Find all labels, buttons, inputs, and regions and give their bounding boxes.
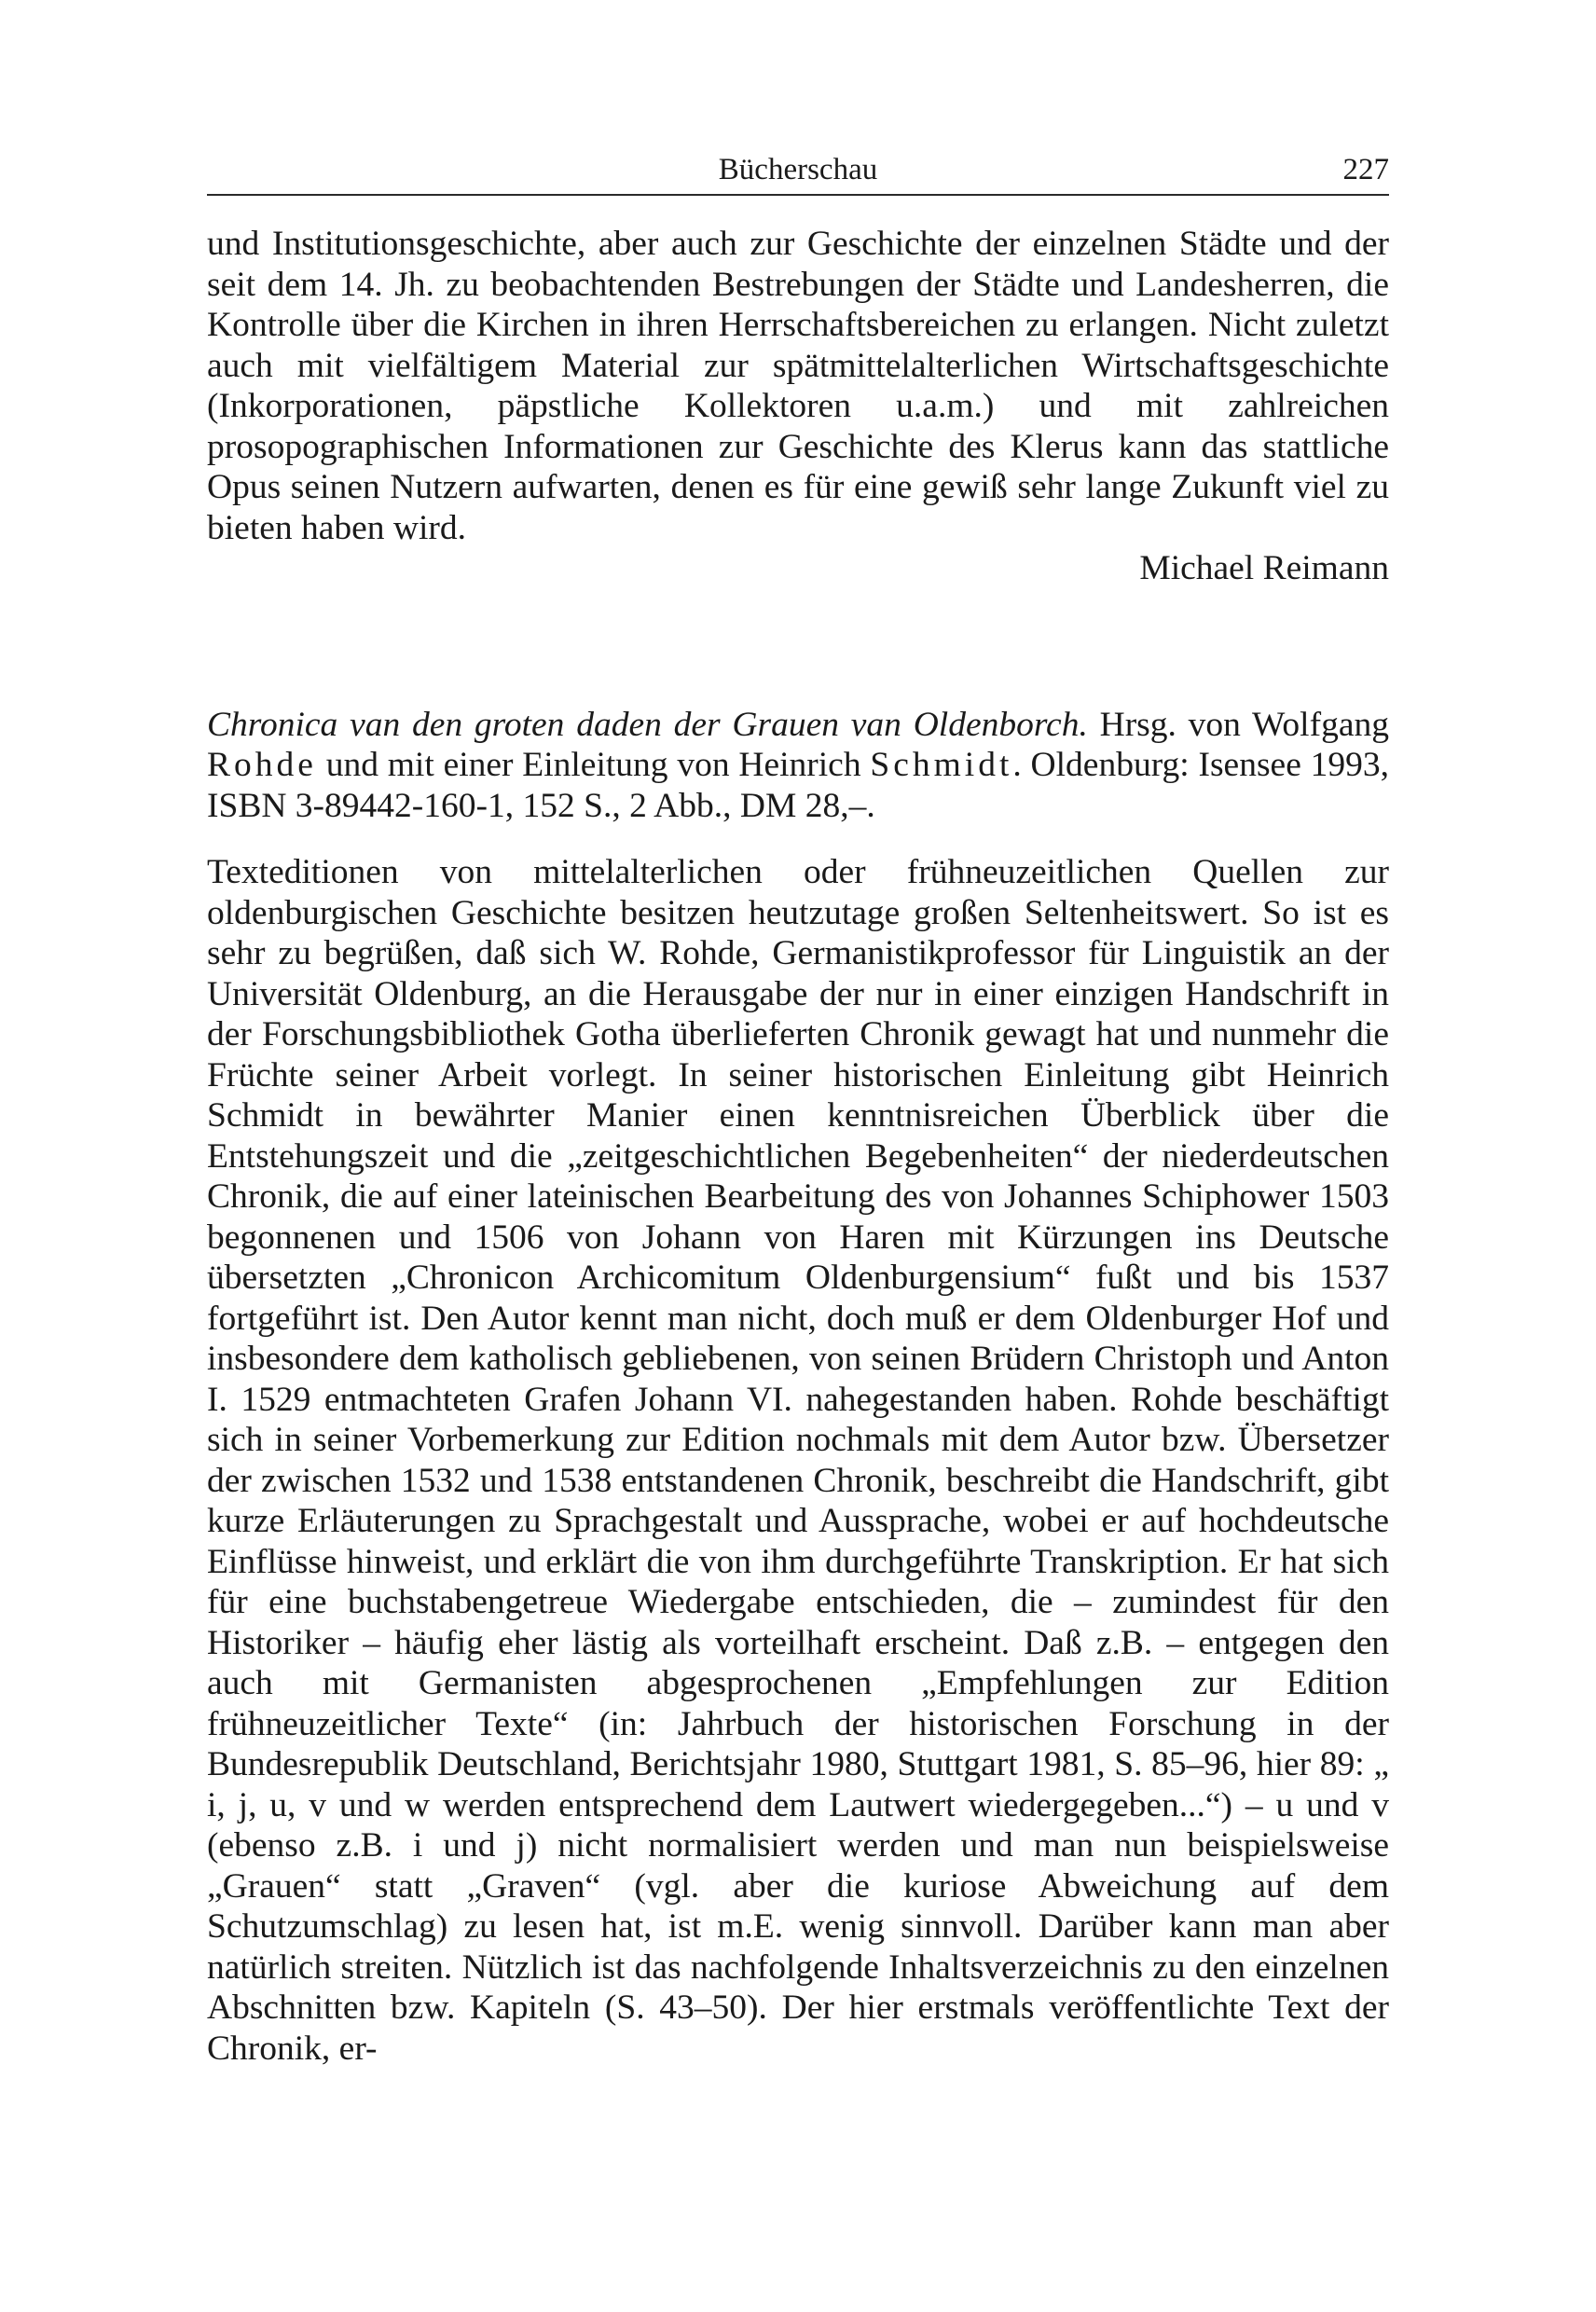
citation-text-1: Hrsg. von Wolfgang — [1087, 705, 1389, 744]
page — [207, 140, 1389, 2069]
page-number: 227 — [1342, 153, 1389, 186]
editor-name: Rohde — [207, 746, 317, 784]
running-title: Bücherschau — [718, 153, 878, 186]
running-head — [207, 140, 1389, 196]
citation-text-3: . Oldenburg: Isensee 1993, ISBN 3-89442-160-1, 152 S., 2 Abb., DM 28,–. — [207, 746, 1390, 825]
previous-review-text: und Institutionsgeschichte, aber auch zur Geschichte der einzelnen Städte und der seit dem 14. Jh. zu beobachtenden Bestrebungen der Städte und Landesherren, die Kontrolle über die Kirchen in ihren Herrschaftsbereichen zu erlangen. Nicht zuletzt auch mit vielfältigem Material zur spätmittelalterlichen Wirtschaftsgeschichte (Inkorporationen, päpstliche Kollektoren u.a.m.) und mit zahlreichen prosopographischen Informationen zur Geschichte des Klerus kann das stattliche Opus seinen Nutzern aufwarten, denen es für eine gewiß sehr lange Zukunft viel zu bieten haben wird. — [207, 225, 1389, 547]
book-citation — [207, 705, 1389, 827]
introducer-name: Schmidt — [870, 746, 1013, 784]
review-text: Texteditionen von mittelalterlichen oder frühneuzeitlichen Quellen zur oldenburgischen Geschichte besitzen heutzutage großen Seltenheitswert. So ist es sehr zu begrüßen, daß sich W. Rohde, Germanistikprofessor für Linguistik an der Universität Oldenburg, an die Herausgabe der nur in einer einzigen Handschrift in der Forschungsbibliothek Gotha überlieferten Chronik gewagt hat und nunmehr die Früchte seiner Arbeit vorlegt. In seiner historischen Einleitung gibt Heinrich Schmidt in bewährter Manier einen kenntnisreichen Überblick über die Entstehungszeit und die „zeitgeschichtlichen Begebenheiten“ der niederdeutschen Chronik, die auf einer lateinischen Bearbeitung des von Johannes Schiphower 1503 begonnenen und 1506 von Johann von Haren mit Kürzungen ins Deutsche übersetzten „Chronicon Archicomitum Oldenburgensium“ fußt und bis 1537 fortgeführt ist. Den Autor kennt man nicht, doch muß er dem Oldenburger Hof und insbesondere dem katholisch gebliebenen, von seinen Brüdern Christoph und Anton I. 1529 entmachteten Grafen Johann VI. nahegestanden haben. Rohde beschäftigt sich in seiner Vorbemerkung zur Edition nochmals mit dem Autor bzw. Übersetzer der zwischen 1532 und 1538 entstandenen Chronik, beschreibt die Handschrift, gibt kurze Erläuterungen zu Sprachgestalt und Aussprache, wobei er auf hochdeutsche Einflüsse hinweist, und erklärt die von ihm durchgeführte Transkription. Er hat sich für eine buchstabengetreue Wiedergabe entschieden, die – zumindest für den Historiker – häufig eher lästig als vorteilhaft erscheint. Daß z.B. – entgegen den auch mit Germanisten abgesprochenen „Empfehlungen zur Edition frühneuzeitlicher Texte“ (in: Jahrbuch der historischen Forschung in der Bundesrepublik Deutschland, Berichtsjahr 1980, Stuttgart 1981, S. 85–96, hier 89: „ i, j, u, v und w werden entsprechend dem Lautwert wiedergegeben...“) – u und v (ebenso z.B. i und j) nicht normalisiert werden und man nun beispielsweise „Grauen“ statt „Graven“ (vgl. aber die kuriose Abweichung auf dem Schutzumschlag) zu lesen hat, ist m.E. wenig sinnvoll. Darüber kann man aber natürlich streiten. Nützlich ist das nachfolgende Inhaltsverzeichnis zu den einzelnen Abschnitten bzw. Kapiteln (S. 43–50). Der hier erstmals veröffentlichte Text der Chronik, er- — [207, 853, 1389, 2068]
citation-text-2: und mit einer Einleitung von Heinrich — [316, 746, 871, 784]
book-title: Chronica van den groten daden der Grauen van Oldenborch. — [207, 705, 1088, 744]
reviewer-signature: Michael Reimann — [1139, 549, 1389, 587]
